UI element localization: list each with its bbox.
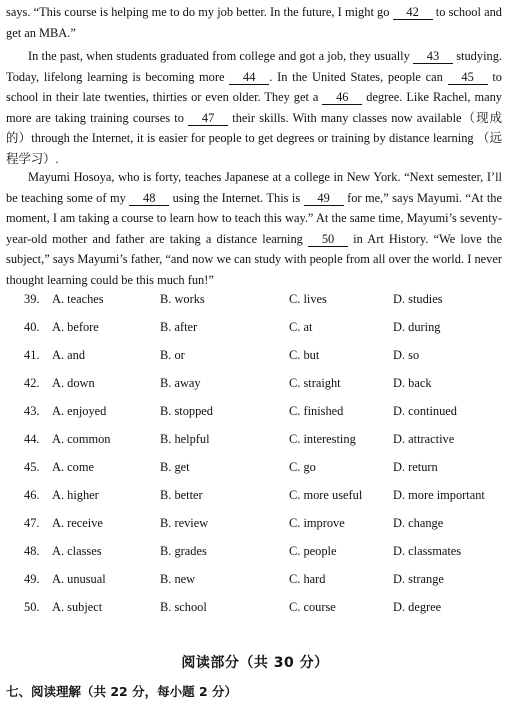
option-c: C. straight (289, 376, 341, 390)
question-number: 50. (24, 600, 40, 614)
option-row (24, 346, 504, 374)
section-subtitle: 七、阅读理解（共 22 分，每小题 2 分） (6, 684, 238, 699)
option-a: A. classes (52, 544, 102, 558)
answer-options (24, 290, 504, 626)
question-number: 41. (24, 348, 40, 362)
option-a: A. common (52, 432, 111, 446)
option-b: B. review (160, 516, 209, 530)
question-number: 42. (24, 376, 40, 390)
question-number: 44. (24, 432, 40, 446)
option-b: B. school (160, 600, 207, 614)
option-a: A. enjoyed (52, 404, 107, 418)
passage-paragraph-1 (6, 2, 502, 43)
option-row (24, 542, 504, 570)
blank-49: 49 (304, 191, 344, 206)
option-c: C. people (289, 544, 337, 558)
option-d: D. strange (393, 572, 444, 586)
option-c: C. finished (289, 404, 344, 418)
blank-42: 42 (393, 5, 433, 20)
option-row (24, 514, 504, 542)
option-d: D. more important (393, 488, 485, 502)
option-c: C. hard (289, 572, 326, 586)
blank-45: 45 (448, 70, 488, 85)
option-c: C. improve (289, 516, 345, 530)
option-d: D. during (393, 320, 441, 334)
option-b: B. after (160, 320, 198, 334)
option-row (24, 430, 504, 458)
option-row (24, 598, 504, 626)
blank-47: 47 (188, 111, 228, 126)
option-d: D. back (393, 376, 432, 390)
option-d: D. degree (393, 600, 442, 614)
question-number: 39. (24, 292, 40, 306)
option-d: D. continued (393, 404, 458, 418)
option-a: A. higher (52, 488, 99, 502)
question-number: 46. (24, 488, 40, 502)
passage-text: using the Internet. This is (169, 190, 304, 205)
option-a: A. receive (52, 516, 103, 530)
option-row (24, 290, 504, 318)
option-b: B. grades (160, 544, 207, 558)
blank-43: 43 (413, 49, 453, 64)
blank-50: 50 (308, 232, 348, 247)
option-row (24, 458, 504, 486)
option-c: C. but (289, 348, 320, 362)
passage-text: to school in their late twenties, thirties or even older. They get a (6, 69, 502, 104)
option-a: A. subject (52, 600, 103, 614)
option-d: D. so (393, 348, 420, 362)
option-b: B. stopped (160, 404, 214, 418)
passage-paragraph-2 (6, 46, 502, 169)
option-c: C. course (289, 600, 336, 614)
option-row (24, 318, 504, 346)
option-a: A. come (52, 460, 94, 474)
option-row (24, 374, 504, 402)
passage-text: their skills. With many classes now available（现成的）through the Internet, it is easier for people to get degrees or training by distance learning （远程学习）. (6, 110, 502, 166)
question-number: 43. (24, 404, 40, 418)
option-row (24, 570, 504, 598)
passage-text: degree. Like Rachel, many more are taking training courses to (6, 90, 502, 125)
option-d: D. classmates (393, 544, 462, 558)
option-b: B. away (160, 376, 201, 390)
option-d: D. studies (393, 292, 443, 306)
passage-text: In the past, when students graduated from college and got a job, they usually (28, 49, 413, 63)
option-b: B. better (160, 488, 203, 502)
option-b: B. works (160, 292, 205, 306)
question-number: 47. (24, 516, 40, 530)
option-b: B. get (160, 460, 190, 474)
passage-text: to school and get an MBA.” (6, 5, 503, 40)
passage-text: in Art History. “We love the subject,” says Mayumi’s father, “and now we can study with people from all over the world. I never thought learning could be this much fun!” (6, 231, 502, 287)
passage-text: says. “This course is helping me to do my job better. In the future, I might go (6, 5, 393, 19)
passage-paragraph-3 (6, 167, 502, 290)
blank-46: 46 (322, 90, 362, 105)
option-a: A. and (52, 348, 86, 362)
option-c: C. interesting (289, 432, 356, 446)
question-number: 45. (24, 460, 40, 474)
option-b: B. new (160, 572, 196, 586)
option-c: C. at (289, 320, 313, 334)
option-d: D. return (393, 460, 438, 474)
option-c: C. go (289, 460, 316, 474)
blank-44: 44 (229, 70, 269, 85)
option-a: A. unusual (52, 572, 106, 586)
question-number: 40. (24, 320, 40, 334)
passage-text: . In the United States, people can (269, 69, 448, 84)
passage-text: Mayumi Hosoya, who is forty, teaches Japanese at a college in New York. “Next semester, I’ll be teaching some of my (6, 170, 502, 205)
option-a: A. down (52, 376, 95, 390)
option-c: C. lives (289, 292, 327, 306)
passage-text: for me,” says Mayumi. “At the moment, I am taking a course to learn how to teach this way.” At the same time, Mayumi’s seventy-year-old mother and father are taking a distance learning (6, 190, 502, 246)
question-number: 49. (24, 572, 40, 586)
passage-text: studying. Today, lifelong learning is becoming more (6, 49, 502, 84)
blank-48: 48 (129, 191, 169, 206)
option-d: D. attractive (393, 432, 455, 446)
option-row (24, 402, 504, 430)
option-a: A. teaches (52, 292, 104, 306)
option-b: B. or (160, 348, 185, 362)
option-c: C. more useful (289, 488, 363, 502)
section-title: 阅读部分（共 30 分） (181, 655, 329, 671)
question-number: 48. (24, 544, 40, 558)
option-d: D. change (393, 516, 444, 530)
option-row (24, 486, 504, 514)
option-b: B. helpful (160, 432, 210, 446)
option-a: A. before (52, 320, 99, 334)
